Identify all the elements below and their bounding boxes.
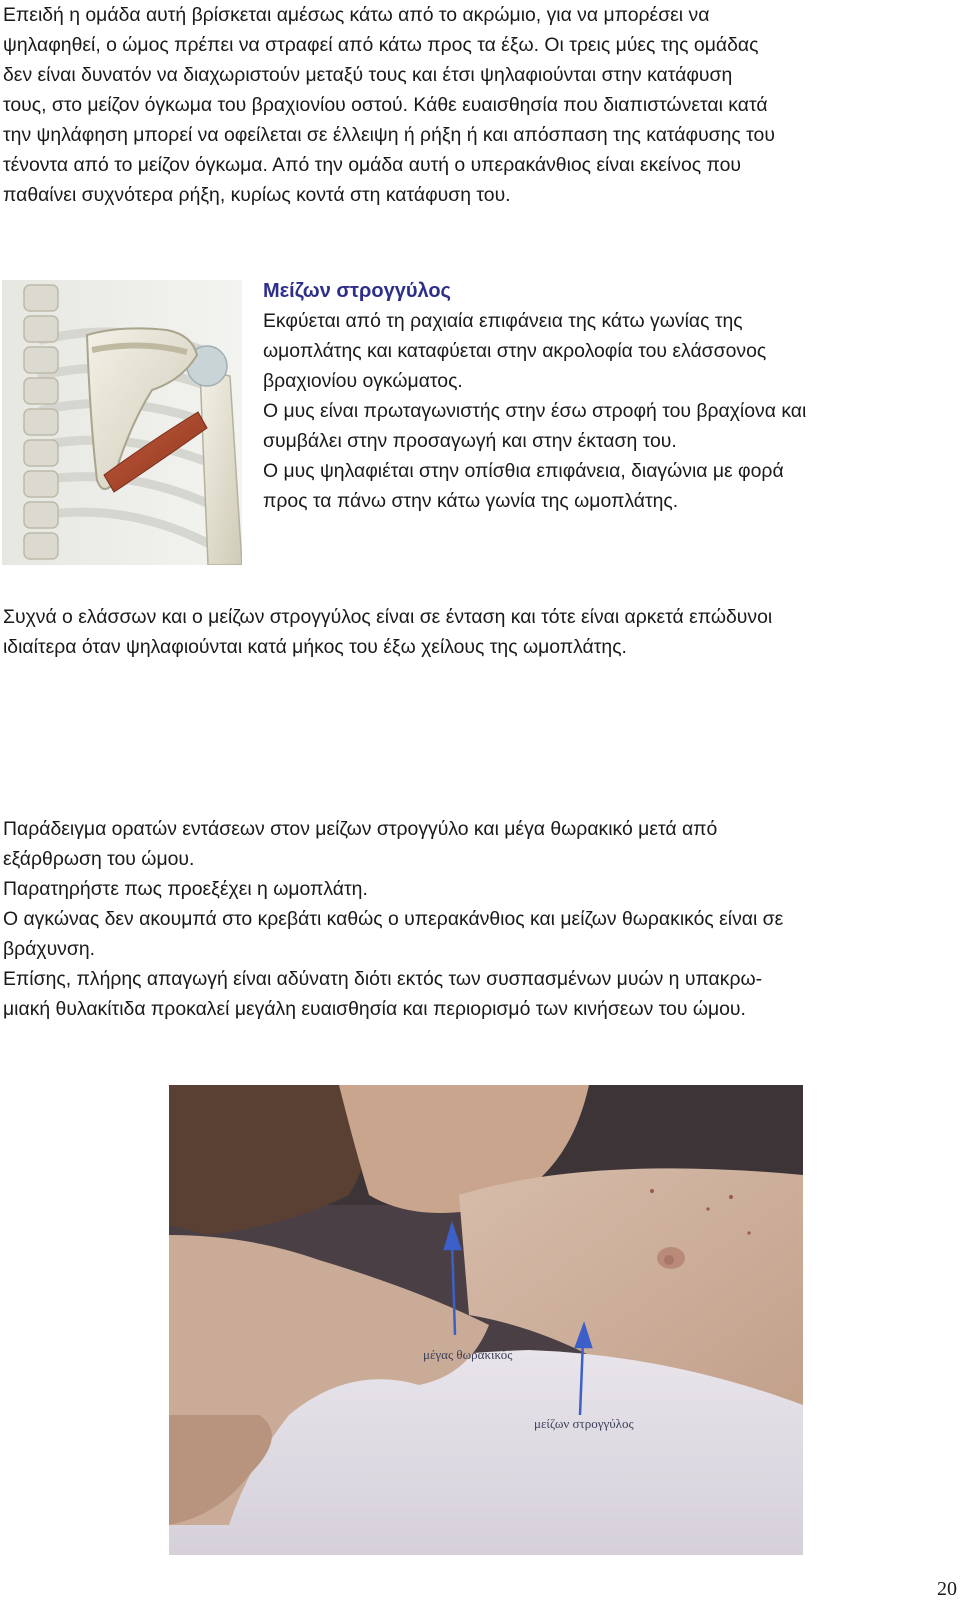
text-line: δεν είναι δυνατόν να διαχωριστούν μεταξύ τους και έτσι ψηλαφιούνται στην κατάφυση: [3, 64, 733, 86]
text-line: Εκφύεται από τη ραχιαία επιφάνεια της κάτω γωνίας της: [263, 310, 743, 332]
clinical-photo: [169, 1085, 803, 1555]
text-line: τους, στο μείζον όγκωμα του βραχιονίου οστού. Κάθε ευαισθησία που διαπιστώνεται κατά: [3, 94, 768, 116]
text-line: παθαίνει συχνότερα ρήξη, κυρίως κοντά στη κατάφυση του.: [3, 184, 511, 206]
text-line: Επίσης, πλήρης απαγωγή είναι αδύνατη διότι εκτός των συσπασμένων μυών η υπακρω-: [3, 968, 763, 990]
text-line: βραχιονίου ογκώματος.: [263, 370, 463, 392]
text-line: συμβάλει στην προσαγωγή και στην έκταση του.: [263, 430, 677, 452]
text-line: Παράδειγμα ορατών εντάσεων στον μείζων στρογγύλο και μέγα θωρακικό μετά από: [3, 818, 718, 840]
example-paragraph: [3, 814, 943, 1024]
text-line: βράχυνση.: [3, 938, 96, 960]
text-line: Συχνά ο ελάσσων και ο μείζων στρογγύλος είναι σε ένταση και τότε είναι αρκετά επώδυνοι: [3, 606, 773, 628]
text-line: ψηλαφηθεί, ο ώμος πρέπει να στραφεί από κάτω προς τα έξω. Οι τρεις μύες της ομάδας: [3, 34, 759, 56]
text-line: εξάρθρωση του ώμου.: [3, 848, 195, 870]
teres-major-description: [263, 276, 953, 516]
text-line: μιακή θυλακίτιδα προκαλεί μεγάλη ευαισθησία και περιορισμό των κινήσεων του ώμου.: [3, 998, 746, 1020]
text-line: Ο αγκώνας δεν ακουμπά στο κρεβάτι καθώς ο υπερακάνθιος και μείζων θωρακικός είναι σε: [3, 908, 784, 930]
text-line: προς τα πάνω στην κάτω γωνία της ωμοπλάτης.: [263, 490, 679, 512]
text-line: Ο μυς ψηλαφιέται στην οπίσθια επιφάνεια, διαγώνια με φορά: [263, 460, 784, 482]
text-line: ιδιαίτερα όταν ψηλαφιούνται κατά μήκος του έξω χείλους της ωμοπλάτης.: [3, 636, 627, 658]
text-line: τένοντα από το μείζον όγκωμα. Από την ομάδα αυτή ο υπερακάνθιος είναι εκείνος που: [3, 154, 741, 176]
text-line: Ο μυς είναι πρωταγωνιστής στην έσω στροφή του βραχίονα και: [263, 400, 807, 422]
text-line: την ψηλάφηση μπορεί να οφείλεται σε έλλειψη ή ρήξη ή και απόσπαση της κατάφυσης του: [3, 124, 775, 146]
text-line: Παρατηρήστε πως προεξέχει η ωμοπλάτη.: [3, 878, 368, 900]
text-line: Επειδή η ομάδα αυτή βρίσκεται αμέσως κάτω από το ακρώμιο, για να μπορέσει να: [3, 4, 710, 26]
text-line: ωμοπλάτης και καταφύεται στην ακρολοφία του ελάσσονος: [263, 340, 767, 362]
shoulder-anatomy-illustration: [2, 280, 242, 565]
tension-paragraph: [3, 602, 943, 662]
label-pectoralis-major: μέγας θωρακικός: [423, 1347, 513, 1362]
page-number: 20: [937, 1578, 957, 1600]
section-heading: Μείζων στρογγύλος: [263, 280, 451, 302]
intro-paragraph: [3, 0, 943, 210]
label-teres-major: μείζων στρογγύλος: [534, 1416, 634, 1431]
